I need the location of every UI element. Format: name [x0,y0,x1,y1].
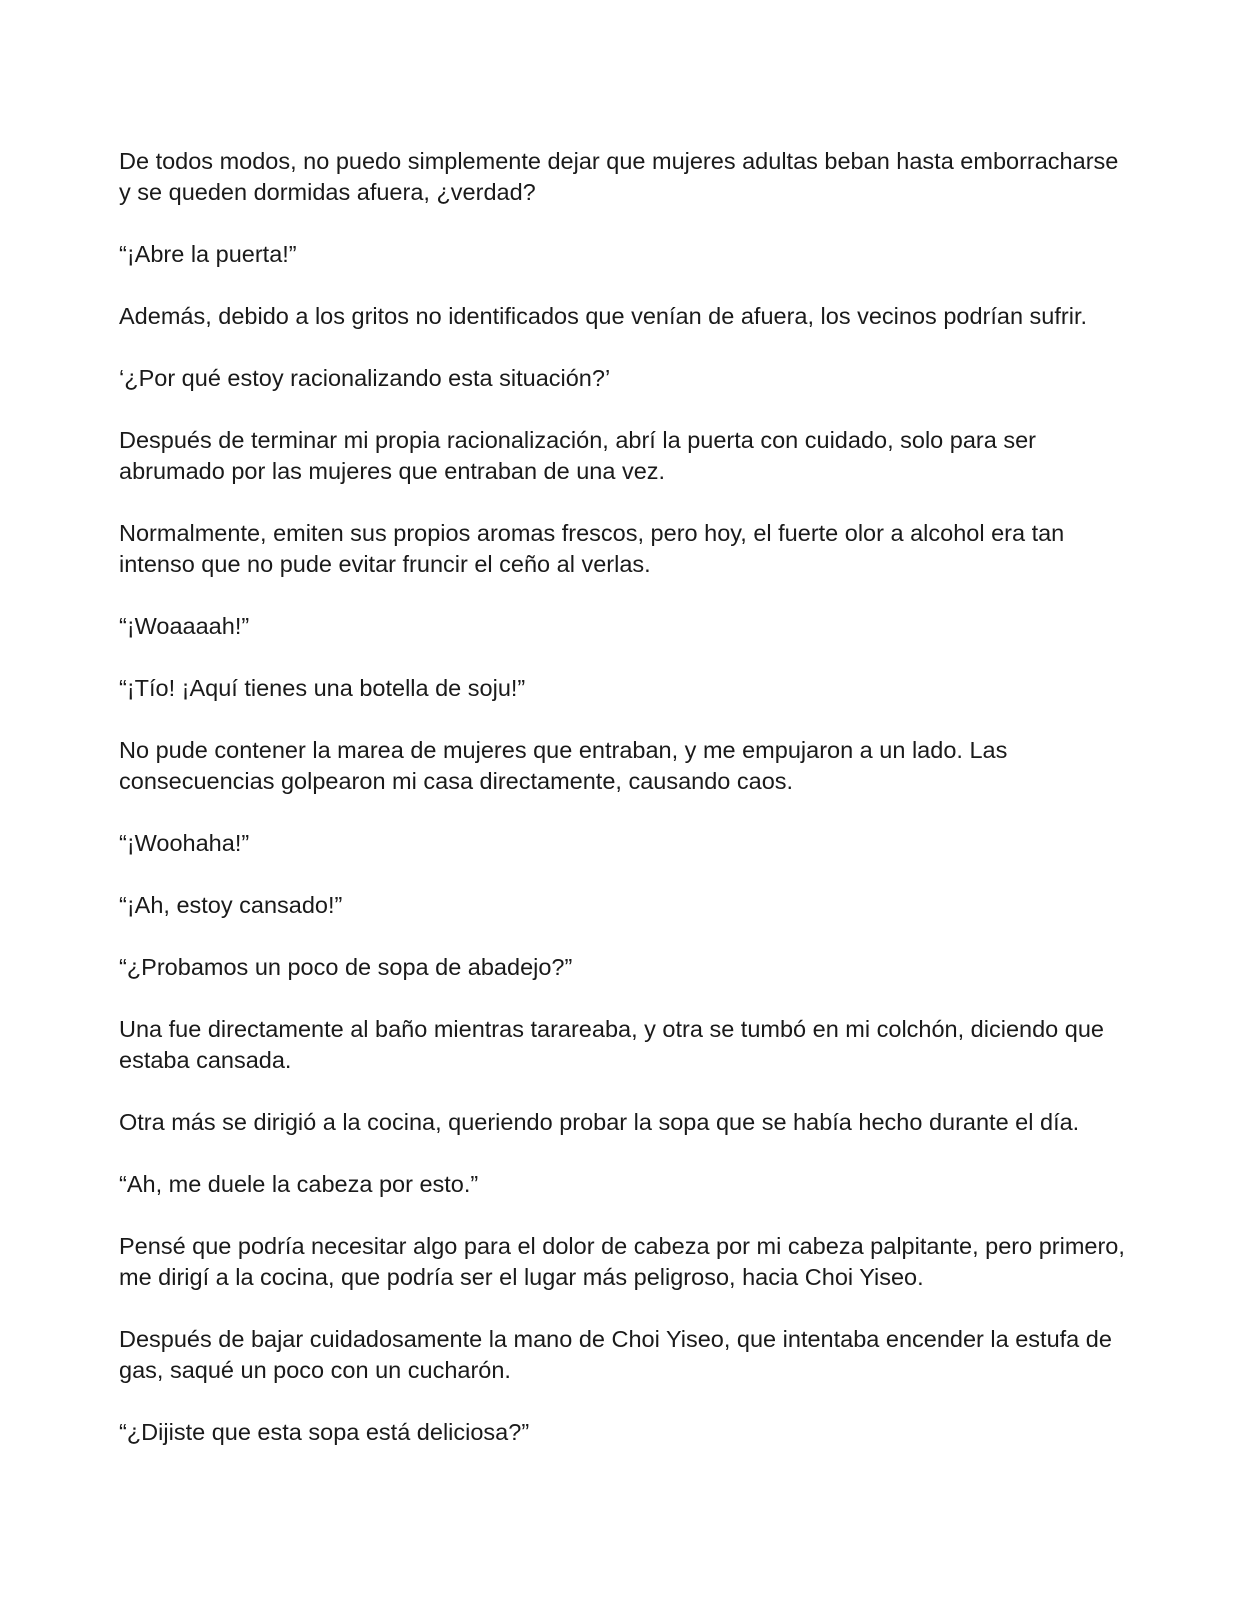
paragraph: “¡Woaaaah!” [119,613,250,639]
paragraph: “¡Ah, estoy cansado!” [119,892,343,918]
paragraph: Una fue directamente al baño mientras tarareaba, y otra se tumbó en mi colchón, diciendo que estaba cansada. [119,1016,1104,1073]
paragraph: Después de terminar mi propia racionalización, abrí la puerta con cuidado, solo para ser abrumado por las mujeres que entraban de una vez. [119,427,1036,484]
paragraph: No pude contener la marea de mujeres que entraban, y me empujaron a un lado. Las consecuencias golpearon mi casa directamente, causando caos. [119,737,1008,794]
paragraph: “Ah, me duele la cabeza por esto.” [119,1171,479,1197]
paragraph: “¡Woohaha!” [119,830,250,856]
paragraph: “¡Abre la puerta!” [119,241,297,267]
paragraph: Normalmente, emiten sus propios aromas frescos, pero hoy, el fuerte olor a alcohol era tan intenso que no pude evitar fruncir el ceño al verlas. [119,520,1065,577]
paragraph: “¡Tío! ¡Aquí tienes una botella de soju!” [119,675,526,701]
paragraph: ‘¿Por qué estoy racionalizando esta situación?’ [119,365,611,391]
paragraph: Además, debido a los gritos no identificados que venían de afuera, los vecinos podrían sufrir. [119,303,1088,329]
paragraph: De todos modos, no puedo simplemente dejar que mujeres adultas beban hasta emborracharse y se queden dormidas afuera, ¿verdad? [119,148,1119,205]
paragraph: Otra más se dirigió a la cocina, queriendo probar la sopa que se había hecho durante el día. [119,1109,1080,1135]
paragraph: “¿Dijiste que esta sopa está deliciosa?” [119,1419,530,1445]
document-body [119,146,1129,1479]
paragraph: Después de bajar cuidadosamente la mano de Choi Yiseo, que intentaba encender la estufa de gas, saqué un poco con un cucharón. [119,1326,1112,1383]
paragraph: “¿Probamos un poco de sopa de abadejo?” [119,954,573,980]
paragraph: Pensé que podría necesitar algo para el dolor de cabeza por mi cabeza palpitante, pero primero, me dirigí a la cocina, que podría ser el lugar más peligroso, hacia Choi Yiseo. [119,1233,1125,1290]
